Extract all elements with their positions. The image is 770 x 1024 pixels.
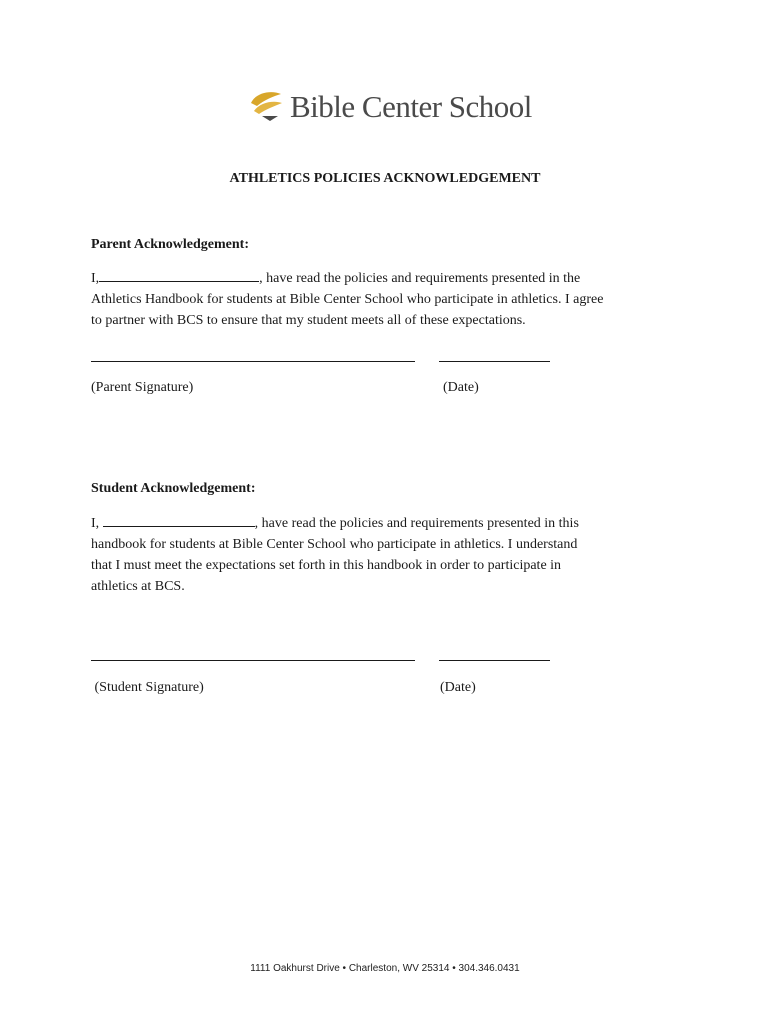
student-name-blank[interactable] [103,513,255,527]
parent-line-3: to partner with BCS to ensure that my student meets all of these expectations. [91,313,526,328]
parent-paragraph [91,268,691,331]
student-line-4: athletics at BCS. [91,579,185,594]
logo-mark-icon [248,90,284,122]
page-title: ATHLETICS POLICIES ACKNOWLEDGEMENT [229,171,541,186]
school-logo [248,86,532,126]
student-heading: Student Acknowledgement: [91,481,256,496]
logo-wordmark: Bible Center School [290,88,532,124]
student-date-caption: (Date) [440,680,476,695]
student-line-1-prefix: I, [91,516,103,531]
parent-date-caption: (Date) [443,380,479,395]
parent-line-1-prefix: I, [91,271,100,286]
student-line-1-suffix: , have read the policies and requirements presented in this [254,516,579,531]
student-line-3: that I must meet the expectations set forth in this handbook in order to participate in [91,558,562,573]
student-line-1 [91,513,691,534]
parent-signature-line[interactable] [91,361,415,362]
footer-address: 1111 Oakhurst Drive • Charleston, WV 25314 • 304.346.0431 [250,963,520,974]
parent-name-blank[interactable] [99,268,259,282]
parent-line-1-suffix: , have read the policies and requirements presented in the [259,271,581,286]
student-paragraph [91,513,691,597]
parent-line-2: Athletics Handbook for students at Bible Center School who participate in athletics. I agree [91,292,604,307]
student-line-2: handbook for students at Bible Center School who participate in athletics. I understand [91,537,578,552]
parent-line-1 [91,268,691,289]
student-date-line[interactable] [439,660,550,661]
parent-signature-caption: (Parent Signature) [91,380,194,395]
parent-date-line[interactable] [439,361,550,362]
student-signature-caption: (Student Signature) [91,680,204,695]
student-signature-line[interactable] [91,660,415,661]
parent-heading: Parent Acknowledgement: [91,237,249,252]
